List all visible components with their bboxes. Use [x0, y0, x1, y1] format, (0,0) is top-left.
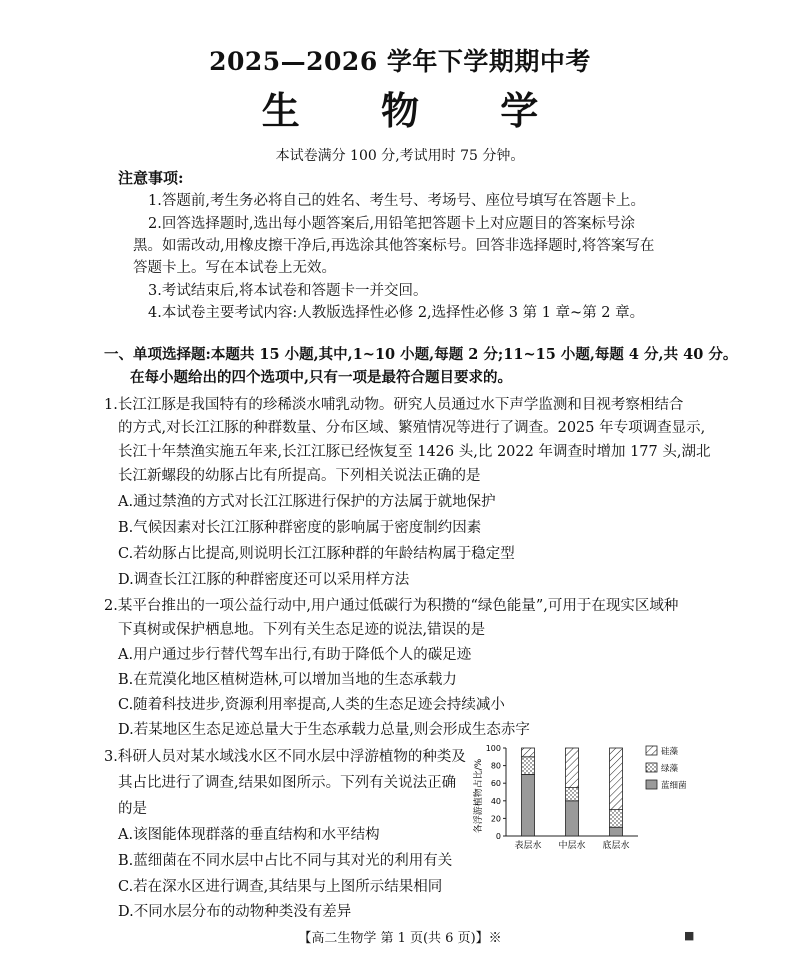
x-tick-label: 中层水	[558, 841, 586, 851]
q1-stem-line: 长江十年禁渔实施五年来,长江江豚已经恢复至 1426 头,比 2022 年调查时增加 177 头,湖北	[118, 444, 711, 460]
bar-segment	[566, 748, 579, 788]
q3-stem-line: 的是	[118, 801, 147, 817]
subject-title: 生 物 学	[261, 88, 573, 133]
section-heading: 一、单项选择题:本题共 15 小题,其中,1~10 小题,每题 2 分;11~15 小题,每题 4 分,共 40 分。	[104, 346, 738, 363]
q1-stem-line: 的方式,对长江江豚的种群数量、分布区域、繁殖情况等进行了调查。2025 年专项调查显示,	[118, 420, 706, 436]
legend-label: 蓝细菌	[661, 781, 687, 791]
q2-option-a: A.用户通过步行替代驾车出行,有助于降低个人的碳足迹	[118, 647, 472, 663]
q3-option-d: D.不同水层分布的动物种类没有差异	[118, 904, 352, 920]
q1-option-d: D.调查长江江豚的种群密度还可以采用样方法	[118, 572, 410, 588]
notice-line: 2.回答选择题时,选出每小题答案后,用铅笔把答题卡上对应题目的答案标号涂	[148, 216, 636, 232]
legend-swatch	[646, 780, 657, 789]
notice-line: 3.考试结束后,将本试卷和答题卡一并交回。	[148, 283, 428, 299]
y-tick-label: 20	[490, 814, 501, 824]
legend-swatch	[646, 763, 657, 772]
q1-stem-line: 1.长江江豚是我国特有的珍稀淡水哺乳动物。研究人员通过水下声学监测和目视考察相结合	[104, 397, 684, 413]
q3-option-c: C.若在深水区进行调查,其结果与上图所示结果相同	[118, 879, 443, 895]
q1-option-b: B.气候因素对长江江豚种群密度的影响属于密度制约因素	[118, 520, 482, 536]
q3-stem-line: 其占比进行了调查,结果如图所示。下列有关说法正确	[118, 775, 457, 791]
chart-legend	[646, 746, 687, 791]
y-tick-label: 40	[490, 796, 501, 806]
y-tick-label: 100	[485, 744, 501, 753]
q3-option-a: A.该图能体现群落的垂直结构和水平结构	[118, 827, 380, 843]
notice-line: 4.本试卷主要考试内容:人教版选择性必修 2,选择性必修 3 第 1 章~第 2 章。	[148, 305, 645, 321]
page-footer: 【高二生物学 第 1 页(共 6 页)】※	[298, 931, 502, 946]
bar-segment	[566, 788, 579, 801]
chart-x-axis	[514, 839, 629, 851]
q3-stem-line: 3.科研人员对某水域浅水区不同水层中浮游植物的种类及	[104, 749, 466, 765]
section-instruction: 在每小题给出的四个选项中,只有一项是最符合题目要求的。	[130, 369, 513, 386]
notice-title: 注意事项:	[118, 169, 184, 187]
q1-stem-line: 长江新螺段的幼豚占比有所提高。下列相关说法正确的是	[118, 468, 481, 484]
q1-option-c: C.若幼豚占比提高,则说明长江江豚种群的年龄结构属于稳定型	[118, 546, 515, 562]
phytoplankton-stacked-bar-chart	[470, 738, 700, 858]
x-tick-label: 底层水	[602, 841, 630, 851]
notice-line: 黑。如需改动,用橡皮擦干净后,再选涂其他答案标号。回答非选择题时,将答案写在	[133, 238, 655, 254]
q2-option-b: B.在荒漠化地区植树造林,可以增加当地的生态承载力	[118, 672, 457, 688]
bar-segment	[610, 810, 623, 828]
bar-segment	[522, 757, 535, 775]
q2-stem-line: 2.某平台推出的一项公益行动中,用户通过低碳行为积攒的“绿色能量”,可用于在现实区域种	[104, 598, 679, 614]
corner-mark: ■	[684, 929, 695, 942]
notice-line: 答题卡上。写在本试卷上无效。	[133, 260, 336, 276]
q3-option-b: B.蓝细菌在不同水层中占比不同与其对光的利用有关	[118, 853, 453, 869]
bar-segment	[610, 827, 623, 836]
notice-line: 1.答题前,考生务必将自己的姓名、考生号、考场号、座位号填写在答题卡上。	[148, 193, 645, 209]
exam-info: 本试卷满分 100 分,考试用时 75 分钟。	[275, 148, 525, 164]
q2-option-c: C.随着科技进步,资源利用率提高,人类的生态足迹会持续减小	[118, 697, 505, 713]
q2-option-d: D.若某地区生态足迹总量大于生态承载力总量,则会形成生态赤字	[118, 722, 530, 738]
legend-label: 硅藻	[661, 747, 679, 757]
exam-title: 2025—2026 学年下学期期中考	[209, 47, 591, 76]
chart-y-axis-label: 各浮游植物占比/%	[474, 758, 484, 834]
bar-segment	[566, 801, 579, 836]
legend-label: 绿藻	[661, 764, 679, 774]
q2-stem-line: 下真树或保护栖息地。下列有关生态足迹的说法,错误的是	[118, 622, 486, 638]
legend-swatch	[646, 746, 657, 755]
y-tick-label: 60	[490, 779, 501, 789]
y-tick-label: 80	[490, 761, 501, 771]
x-tick-label: 表层水	[514, 841, 542, 851]
chart-bars	[522, 748, 623, 836]
y-tick-label: 0	[495, 832, 501, 841]
q1-option-a: A.通过禁渔的方式对长江江豚进行保护的方法属于就地保护	[118, 494, 496, 510]
bar-segment	[610, 748, 623, 810]
bar-segment	[522, 748, 535, 757]
bar-segment	[522, 774, 535, 836]
